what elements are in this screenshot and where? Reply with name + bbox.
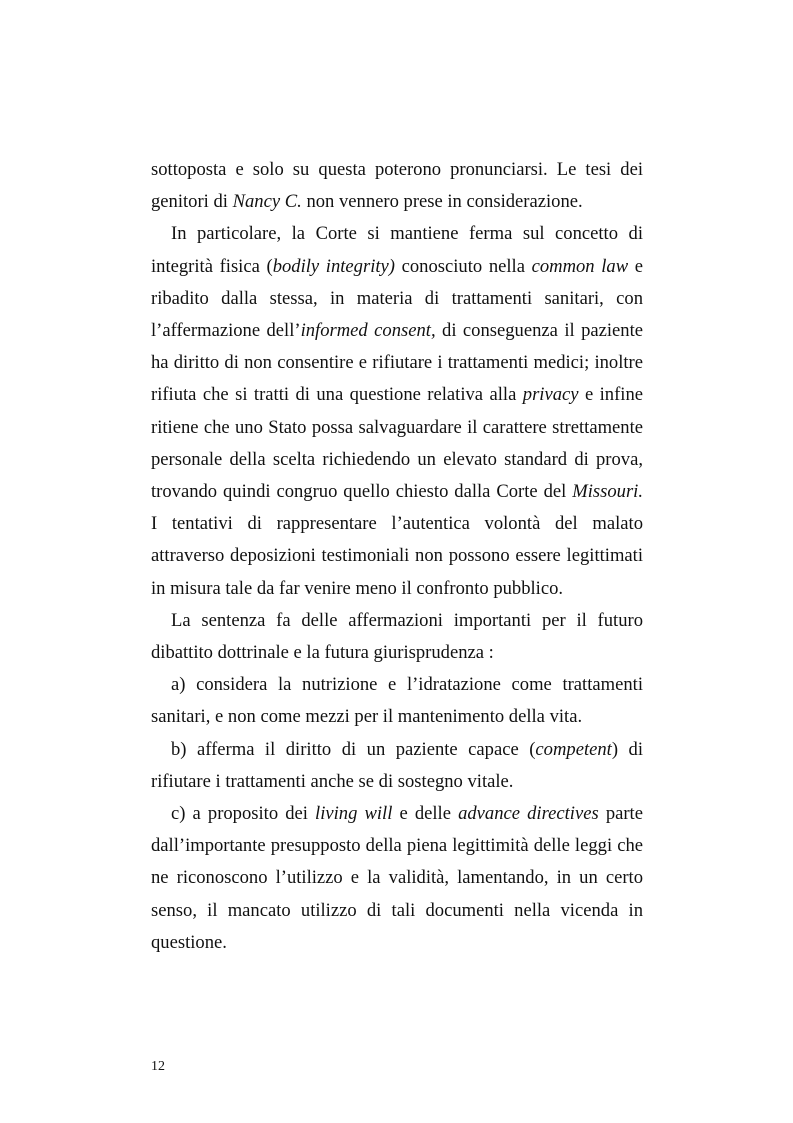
italic-text-run: competent	[535, 738, 612, 760]
page-number: 12	[151, 1059, 165, 1074]
paragraph-2	[151, 218, 643, 604]
text-run: c) a proposito dei	[171, 803, 316, 825]
text-run: e infine ritiene che uno Stato possa salvaguardare il carattere strettamente personale della scelta richiedendo un elevato standard di prova, trovando quindi congruo quello chiesto dalla Corte del	[151, 384, 644, 503]
italic-text-run: Missouri.	[572, 481, 643, 503]
italic-text-run: living will	[315, 803, 393, 825]
text-run: parte dall’importante presupposto della piena legittimità delle leggi che ne riconoscono l’utilizzo e la validità, lamentando, in un certo senso, il mancato utilizzo di tali documenti nella vicenda in questione.	[151, 803, 643, 953]
text-run: La sentenza fa delle affermazioni importanti per il futuro dibattito dottrinale e la futura giurisprudenza :	[151, 609, 643, 664]
text-run: conosciuto nella	[395, 255, 532, 277]
document-body	[151, 154, 643, 959]
list-item-c	[151, 798, 643, 959]
text-run: I tentativi di rappresentare l’autentica volontà del malato attraverso deposizioni testimoniali non possono essere legittimati in misura tale da far venire meno il confronto pubblico.	[151, 513, 643, 599]
text-run: b) afferma il diritto di un paziente capace (	[171, 738, 536, 760]
italic-text-run: privacy	[522, 384, 579, 406]
paragraph-1	[151, 154, 643, 218]
text-run: ) di rifiutare i trattamenti anche se di sostegno vitale.	[151, 738, 643, 792]
text-run: a) considera la nutrizione e l’idratazione come trattamenti sanitari, e non come mezzi per il mantenimento della vita.	[151, 674, 643, 728]
text-run: di conseguenza il paziente ha diritto di non consentire e rifiutare i trattamenti medici; inoltre rifiuta che si tratti di una questione relativa alla	[151, 320, 644, 406]
text-run: e ribadito dalla stessa, in materia di trattamenti sanitari, con l’affermazione dell’	[151, 255, 643, 342]
italic-text-run: common law	[531, 255, 629, 277]
italic-text-run: Nancy C.	[232, 191, 302, 213]
italic-text-run: advance directives	[458, 803, 599, 825]
text-run: e delle	[392, 803, 459, 825]
text-run: In particolare, la Corte si mantiene ferma sul concetto di integrità fisica (	[151, 223, 643, 277]
text-run: non vennero prese in considerazione.	[301, 191, 583, 213]
paragraph-3	[151, 605, 643, 669]
list-item-b	[151, 734, 643, 798]
italic-text-run: informed consent,	[300, 320, 436, 342]
list-item-a	[151, 669, 643, 733]
text-run: sottoposta e solo su questa poterono pronunciarsi. Le tesi dei genitori di	[151, 159, 643, 213]
italic-text-run: bodily integrity)	[272, 255, 395, 277]
